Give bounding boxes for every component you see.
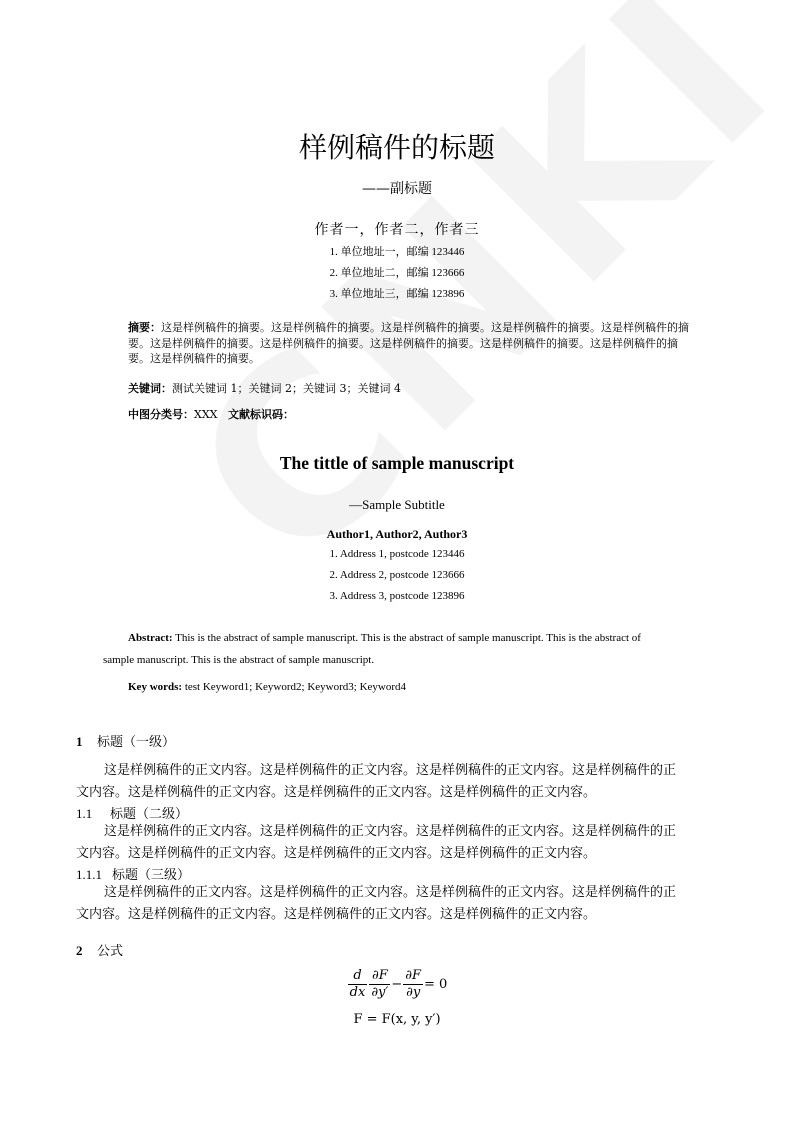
cn-address-3: 3. 单位地址三，邮编 123896	[329, 288, 465, 300]
en-keywords-label: Key words:	[128, 681, 183, 693]
section-2-number: 2	[76, 943, 83, 958]
paragraph-2	[76, 821, 722, 865]
en-authors: Author1, Author2, Author3	[326, 527, 468, 541]
formula-1-p2-num: ∂F	[405, 968, 422, 983]
cn-doc-label: 文献标识码：	[228, 408, 294, 421]
paragraph-1-line-2: 文内容。这是样例稿件的正文内容。这是样例稿件的正文内容。这是样例稿件的正文内容。	[76, 785, 597, 800]
cn-title: 样例稿件的标题	[298, 131, 495, 164]
paragraph-3-line-1: 这是样例稿件的正文内容。这是样例稿件的正文内容。这是样例稿件的正文内容。这是样例稿件的正	[104, 885, 677, 900]
paragraph-2-line-2: 文内容。这是样例稿件的正文内容。这是样例稿件的正文内容。这是样例稿件的正文内容。	[76, 846, 597, 861]
section-1-title: 标题（一级）	[97, 735, 176, 750]
en-abstract	[103, 627, 703, 671]
en-abstract-line1: This is the abstract of sample manuscript. This is the abstract of sample manuscript. This is the abstract of	[172, 632, 641, 644]
cn-abstract-text: 这是样例稿件的摘要。这是样例稿件的摘要。这是样例稿件的摘要。这是样例稿件的摘要。这是样例稿件的摘要。这是样例稿件的摘要。这是样例稿件的摘要。这是样例稿件的摘要。这是样例稿件的摘要。这是样例稿件的摘要。这是样例稿件的摘要。	[128, 321, 689, 365]
formula-1-d-fraction	[348, 968, 368, 1001]
formula-1-p2-den: ∂y	[406, 985, 421, 1000]
section-2-title: 公式	[97, 944, 124, 959]
cn-address-2: 2. 单位地址二，邮编 123666	[329, 267, 465, 279]
formula-1	[0, 968, 794, 1001]
en-keywords	[128, 681, 406, 693]
paragraph-3-line-2: 文内容。这是样例稿件的正文内容。这是样例稿件的正文内容。这是样例稿件的正文内容。	[76, 907, 597, 922]
paragraph-2-line-1: 这是样例稿件的正文内容。这是样例稿件的正文内容。这是样例稿件的正文内容。这是样例稿件的正	[104, 824, 677, 839]
formula-2: F = F(x, y, y′)	[353, 1012, 441, 1027]
paragraph-1	[76, 760, 722, 804]
cn-class-value: XXX	[194, 408, 218, 421]
en-subtitle: —Sample Subtitle	[349, 497, 445, 512]
cn-classification	[128, 406, 294, 422]
en-title: The tittle of sample manuscript	[279, 453, 515, 473]
cn-abstract-label: 摘要：	[128, 321, 161, 334]
en-keywords-text: test Keyword1; Keyword2; Keyword3; Keyword4	[182, 681, 407, 693]
en-abstract-label: Abstract:	[128, 632, 173, 644]
formula-1-d-den: dx	[349, 985, 366, 1000]
cn-subtitle: ——副标题	[362, 181, 432, 197]
cn-class-label: 中图分类号：	[128, 408, 194, 421]
cn-authors: 作者一，作者二，作者三	[314, 222, 480, 238]
section-1-1-heading	[76, 803, 188, 822]
section-1-1-1-heading	[76, 864, 190, 883]
paragraph-1-line-1: 这是样例稿件的正文内容。这是样例稿件的正文内容。这是样例稿件的正文内容。这是样例稿件的正	[104, 763, 677, 778]
cn-abstract	[128, 320, 694, 367]
cn-keywords-label: 关键词：	[128, 382, 172, 395]
en-abstract-line2: sample manuscript. This is the abstract of sample manuscript.	[103, 654, 375, 666]
paragraph-3	[76, 882, 722, 926]
cn-keywords	[128, 380, 401, 396]
section-1-heading	[76, 731, 175, 750]
section-2-heading	[76, 940, 123, 959]
formula-1-minus: −	[391, 977, 403, 992]
cn-address-1: 1. 单位地址一，邮编 123446	[329, 246, 465, 258]
section-1-1-1-title: 标题（三级）	[112, 868, 191, 883]
section-1-number: 1	[76, 734, 83, 749]
formula-1-partial-2	[403, 968, 423, 1001]
formula-1-p1-den: ∂y′	[371, 985, 389, 1000]
section-1-1-number: 1.1	[76, 806, 93, 821]
formula-1-rhs: = 0	[424, 977, 448, 992]
section-1-1-title: 标题（二级）	[110, 807, 189, 822]
watermark	[140, 0, 794, 618]
cn-keywords-text: 测试关键词 1；关键词 2；关键词 3；关键词 4	[172, 382, 401, 395]
formula-1-d-num: d	[348, 968, 368, 985]
formula-1-partial-1	[369, 968, 390, 1001]
en-address-3: 3. Address 3, postcode 123896	[329, 590, 465, 602]
en-address-1: 1. Address 1, postcode 123446	[329, 548, 465, 560]
section-1-1-1-number: 1.1.1	[76, 867, 102, 882]
en-address-2: 2. Address 2, postcode 123666	[329, 569, 465, 581]
formula-1-p1-num: ∂F	[369, 968, 390, 985]
